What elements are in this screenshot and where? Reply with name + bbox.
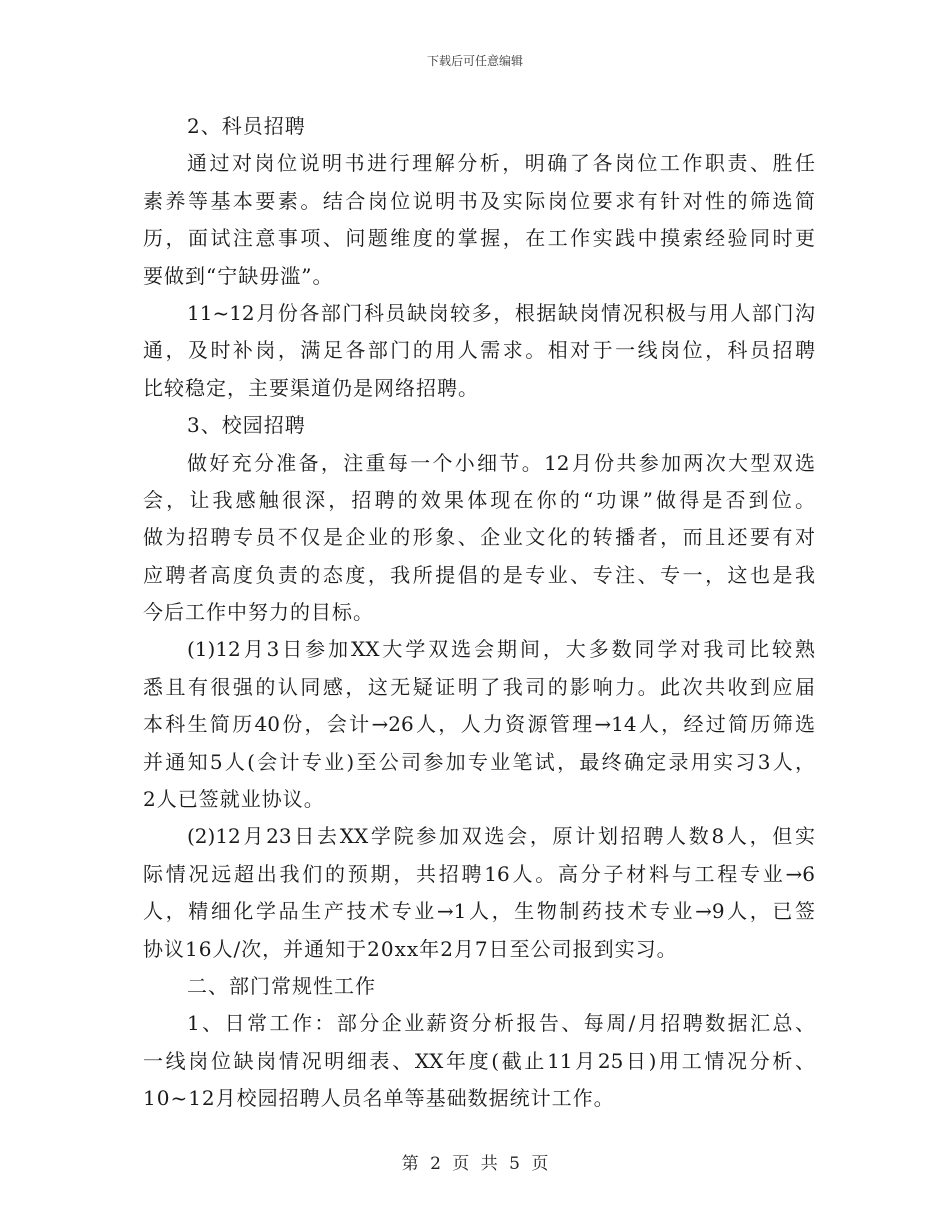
text-line: 应聘者高度负责的态度，我所提倡的是专业、专注、专一，这也是我 [143,562,815,587]
section-heading: 2、科员招聘 [187,114,306,138]
text-line: 悉且有很强的认同感，这无疑证明了我司的影响力。此次共收到应届 [143,674,815,699]
text-line: 2人已签就业协议。 [143,787,325,812]
text-line: 要做到“宁缺毋滥”。 [143,263,334,288]
section-heading: 3、校园招聘 [187,413,306,438]
text-line: 比较稳定，主要渠道仍是网络招聘。 [143,375,479,400]
section-heading: 二、部门常规性工作 [187,973,376,998]
page-header: 下载后可任意编辑 [426,54,523,68]
text-line: 一线岗位缺岗情况明细表、XX年度(截止11月25日)用工情况分析、 [143,1048,815,1073]
text-line: (1)12月3日参加XX大学双选会期间，大多数同学对我司比较熟 [187,637,815,662]
text-line: 并通知5人(会计专业)至公司参加专业笔试，最终确定录用实习3人， [143,749,815,774]
text-line: 1、日常工作：部分企业薪资分析报告、每周/月招聘数据汇总、 [187,1011,815,1036]
text-line: 本科生简历40份，会计→26人，人力资源管理→14人，经过简历筛选 [143,712,815,737]
text-line: 11~12月份各部门科员缺岗较多，根据缺岗情况积极与用人部门沟 [187,300,815,325]
document-body [143,108,815,1118]
text-line: 通过对岗位说明书进行理解分析，明确了各岗位工作职责、胜任 [187,151,815,176]
text-line: 协议16人/次，并通知于20xx年2月7日至公司报到实习。 [143,936,678,961]
text-line: 际情况远超出我们的预期，共招聘16人。高分子材料与工程专业→6 [143,861,815,886]
text-line: 通，及时补岗，满足各部门的用人需求。相对于一线岗位，科员招聘 [143,338,815,363]
text-line: 会，让我感触很深，招聘的效果体现在你的“功课”做得是否到位。 [143,487,815,512]
text-line: 人，精细化学品生产技术专业→1人，生物制药技术专业→9人，已签 [143,899,815,924]
text-line: (2)12月23日去XX学院参加双选会，原计划招聘人数8人，但实 [187,824,815,849]
text-line: 10~12月校园招聘人员名单等基础数据统计工作。 [143,1086,615,1111]
page-footer: 第 2 页 共 5 页 [401,1154,549,1174]
text-line: 做好充分准备，注重每一个小细节。12月份共参加两次大型双选 [187,450,815,475]
text-line: 今后工作中努力的目标。 [143,600,374,625]
text-line: 做为招聘专员不仅是企业的形象、企业文化的转播者，而且还要有对 [143,525,815,550]
text-line: 历，面试注意事项、问题维度的掌握，在工作实践中摸索经验同时更 [143,226,815,251]
text-line: 素养等基本要素。结合岗位说明书及实际岗位要求有针对性的筛选简 [143,188,815,213]
